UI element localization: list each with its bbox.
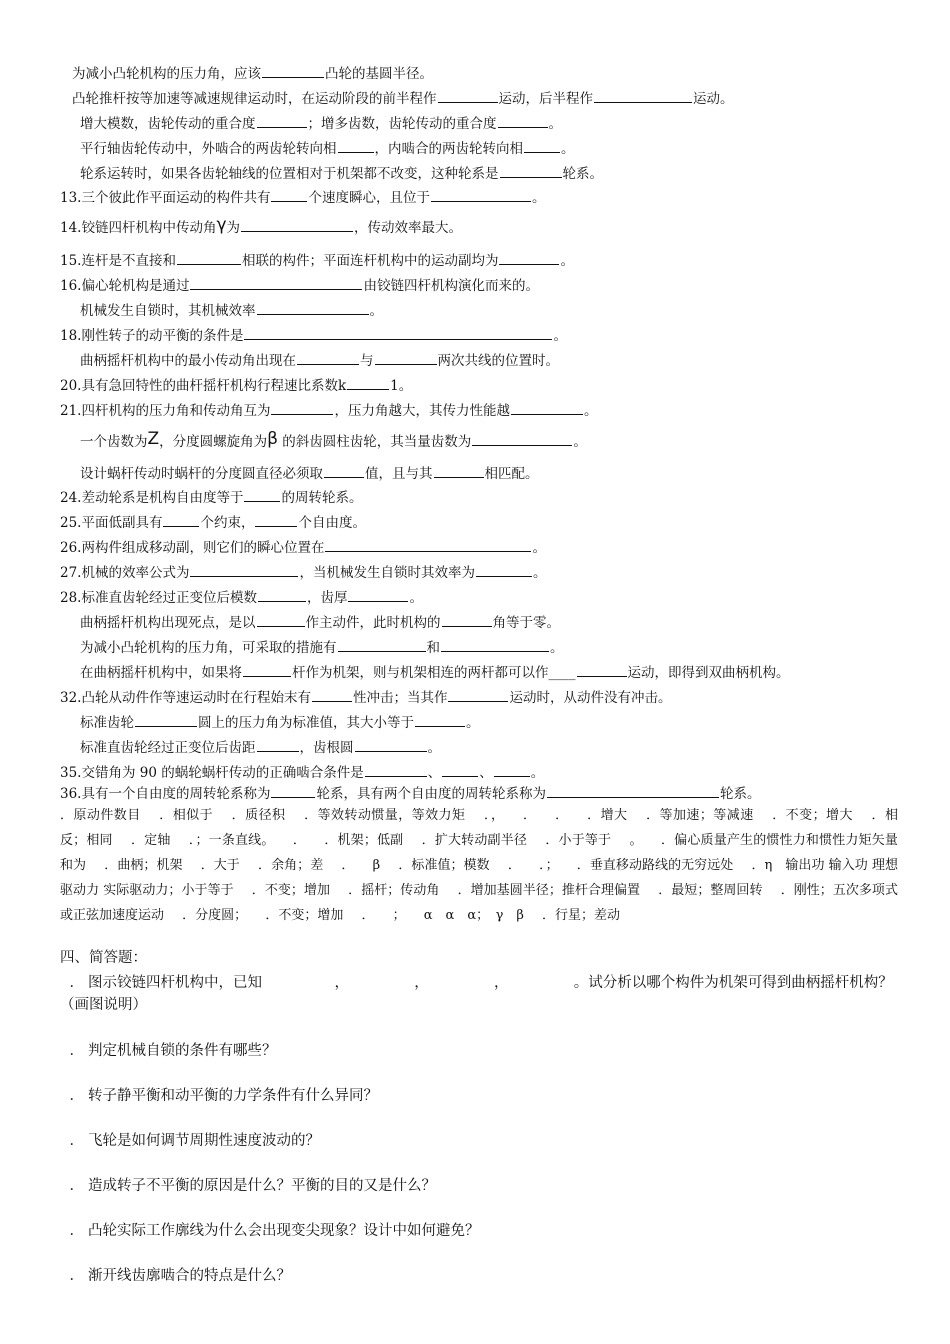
answer-blank[interactable] [476,563,532,577]
answer-key-item: ．刚性；五次多项式或正弦加速度运动 [60,883,898,923]
answer-key-item: ．质径积 [231,808,286,823]
answer-blank[interactable] [500,164,562,178]
answer-key-item: ．摇杆；传动角 [348,883,440,898]
line-text: 的周转轮系。 [281,490,363,506]
line-text: 35.交错角为 90 的蜗轮蜗杆传动的正确啮合条件是 [60,765,364,781]
question-text: 判定机械自锁的条件有哪些？ [88,1043,277,1059]
answer-blank[interactable] [255,513,297,527]
section-title: 四、简答题： [60,950,147,966]
answer-key-item: ．η 输出功 输入功 理想驱动力 实际驱动力；小于等于 [60,858,898,898]
line-text: ，当机械发生自锁时其效率为 [299,565,475,581]
answer-blank[interactable] [472,432,572,446]
answer-blank[interactable] [355,738,427,752]
answer-blank[interactable] [442,763,478,777]
answer-key-item: ．小于等于 [545,833,612,848]
answer-blank[interactable] [244,326,552,340]
question-text: 飞轮是如何调节周期性速度波动的？ [88,1133,320,1149]
answer-blank[interactable] [441,638,549,652]
line-text: 与 [360,353,374,369]
question-number: ． [69,1268,84,1284]
answer-key-item: ．；一条直线。 [188,833,275,848]
answer-blank[interactable] [594,89,692,103]
line-text: 21.四杆机构的压力角和传动角互为 [60,403,271,419]
line-text: 13.三个彼此作平面运动的构件共有 [60,190,271,206]
answer-key-item: ．不变；增大 [772,808,853,823]
fill-in-line [60,588,910,607]
fill-in-line [80,430,910,451]
short-answer-question [60,1040,898,1062]
line-text: ，压力角越大，其传力性能越 [334,403,510,419]
fill-in-line [80,164,910,183]
line-text: 运动，后半程作 [498,91,593,107]
line-text: 。 [531,190,546,206]
line-text: 运动。 [693,91,734,107]
question-text: 图示铰链四杆机构中，已知 ， ， ， 。试分析以哪个构件为机架可得到曲柄摇杆机构？（画图说明） [60,975,893,1013]
answer-key-item: ．； [539,858,559,873]
fill-in-line [80,713,910,732]
fill-in-line [80,114,910,133]
line-text: 为减小凸轮机构的压力角，可采取的措施有 [80,640,337,656]
line-text: 。 [573,434,587,450]
line-text: 机械发生自锁时，其机械效率 [80,303,256,319]
line-text: ，内啮合的两齿轮转向相 [374,141,523,157]
line-text: 轮系。 [562,166,603,182]
line-text: 1。 [390,378,413,394]
line-text: 。 [409,590,423,606]
question-number: ． [69,975,84,991]
line-text: 增大模数，齿轮传动的重合度 [80,116,256,132]
answer-key-item: ．等加速；等减速 [646,808,754,823]
fill-in-line [80,738,910,757]
line-text: 。 [427,740,441,756]
answer-blank[interactable] [297,351,359,365]
answer-blank[interactable] [338,638,426,652]
short-answer-question [60,1220,898,1242]
line-text: 和 [426,640,440,656]
answer-key-item: ． [361,908,375,923]
answer-key-item: ．垂直移动路线的无穷远处 [576,858,734,873]
answer-key-item: ．不变；增加 [265,908,344,923]
answer-blank[interactable] [257,114,307,128]
fill-in-line [80,351,910,370]
answer-key-item: ．相似于 [159,808,214,823]
answer-blank[interactable] [442,613,492,627]
answer-blank[interactable] [577,663,627,677]
answer-blank[interactable] [347,376,389,390]
answer-blank[interactable] [499,251,559,265]
line-text: 为 [226,220,241,236]
answer-blank[interactable] [324,464,364,478]
answer-key-item: ．余角；差 [258,858,324,873]
fill-in-line [60,538,910,557]
answer-blank[interactable] [494,763,530,777]
question-text: 渐开线齿廓啮合的特点是什么？ [88,1268,291,1284]
line-text: 角等于零。 [492,615,560,631]
fill-in-line [80,663,910,682]
line-text: 28.标准直齿轮经过正变位后模数 [60,590,257,606]
answer-blank[interactable] [190,563,298,577]
answer-key-item: ； [392,908,406,923]
answer-blank[interactable] [190,276,362,290]
answer-key-item: ．大于 [200,858,240,873]
answer-key-item: ．扩大转动副半径 [421,833,528,848]
answer-key-item: ． [507,858,521,873]
line-text: 值，且与其 [365,466,433,482]
question-number: ． [69,1223,84,1239]
line-text: 由铰链四杆机构演化而来的。 [363,278,539,294]
line-text: 轮系运转时，如果各齿轮轴线的位置相对于机架都不改变，这种轮系是 [80,166,499,182]
line-text: 平行轴齿轮传动中，外啮合的两齿轮转向相 [80,141,337,157]
line-text: 标准齿轮 [80,715,134,731]
answer-key-item: ． [555,808,569,823]
answer-blank[interactable] [257,738,299,752]
fill-in-line [80,638,910,657]
line-text: 运动，即得到双曲柄机构。 [627,665,790,681]
line-text: 。 [369,303,383,319]
line-text: 曲柄摇杆机构中的最小传动角出现在 [80,353,296,369]
answer-blank[interactable] [547,784,719,798]
answer-key-item: ．最短；整周回转 [658,883,763,898]
answer-key-item: ． [292,833,307,848]
fill-in-line [60,326,910,345]
line-text: 个约束， [200,515,255,531]
question-number: ． [69,1088,84,1104]
fill-in-line [80,464,910,483]
line-text: 。 [548,116,562,132]
line-text: 运动时，从动件没有冲击。 [509,690,672,706]
answer-blank[interactable] [262,64,324,78]
short-answer-question [60,1175,898,1197]
line-text: 。 [561,141,575,157]
short-answer-question [60,1265,898,1287]
answer-blank[interactable] [257,301,369,315]
fill-in-line [60,376,910,395]
answer-key-item: ．， [484,808,505,823]
line-text: 27.机械的效率公式为 [60,565,190,581]
answer-blank[interactable] [258,588,306,602]
answer-blank[interactable] [243,663,291,677]
answer-blank[interactable] [511,401,583,415]
answer-key-item: ．偏心质量产生的惯性力和惯性力矩矢量和为 [60,833,898,873]
answer-key-item: ．不变；增加 [251,883,330,898]
line-text: 16.偏心轮机构是通过 [60,278,190,294]
fill-in-line [72,64,910,83]
question-text: 转子静平衡和动平衡的力学条件有什么异同？ [88,1088,378,1104]
line-text: ，齿根圆 [299,740,354,756]
answer-blank[interactable] [177,251,241,265]
line-text: ，分度圆螺旋角为 [159,434,268,450]
line-text: 。 [532,540,546,556]
answer-key-item: ．增加基圆半径；推杆合理偏置 [457,883,641,898]
line-text: 、 [427,765,442,781]
line-text: 。 [553,328,567,344]
answer-key-item: 。 [629,833,643,848]
answer-blank[interactable] [312,688,352,702]
short-answer-question [60,972,898,1016]
fill-in-line [60,488,910,507]
fill-in-line [60,513,910,532]
line-text: 20.具有急回特性的曲杆摇杆机构行程速比系数k [60,378,347,394]
line-text: 。 [530,765,545,781]
line-text: 18.刚性转子的动平衡的条件是 [60,328,244,344]
line-text: 25.平面低副具有 [60,515,163,531]
line-text: 设计蜗杆传动时蜗杆的分度圆直径必须取 [80,466,323,482]
answer-blank[interactable] [271,401,333,415]
fill-in-line [60,216,910,237]
line-text: 标准直齿轮经过正变位后齿距 [80,740,256,756]
answer-blank[interactable] [163,513,199,527]
line-text: 。 [466,715,480,731]
answer-blank[interactable] [348,588,408,602]
line-text: 14.铰链四杆机构中传动角 [60,220,217,236]
line-text: 性冲击；当其作 [352,690,448,706]
line-text: 的斜齿圆柱齿轮，其当量齿数为 [278,434,472,450]
answer-key-item: β [372,858,381,873]
line-text: 相联的构件；平面连杆机构中的运动副均为 [241,253,499,269]
line-text: 26.两构件组成移动副，则它们的瞬心位置在 [60,540,325,556]
line-text: 32.凸轮从动件作等速运动时在行程始末有 [60,690,311,706]
line-text: 凸轮推杆按等加速等减速规律运动时，在运动阶段的前半程作 [72,91,437,107]
fill-in-line [60,401,910,420]
line-text: ；增多齿数，齿轮传动的重合度 [307,116,497,132]
answer-blank[interactable] [244,488,280,502]
fill-in-line [72,89,910,108]
short-answer-question [60,1130,898,1152]
answer-key [60,803,898,928]
answer-blank[interactable] [415,713,465,727]
line-text: 36.具有一个自由度的周转轮系称为 [60,786,271,802]
fill-in-line [80,613,910,632]
line-text: 为减小凸轮机构的压力角，应该 [72,66,261,82]
question-text: 凸轮实际工作廓线为什么会出现变尖现象？设计中如何避免？ [88,1223,480,1239]
line-text: 轮系，具有两个自由度的周转轮系称为 [316,786,546,802]
answer-blank[interactable] [448,688,508,702]
answer-key-item: ．机架；低副 [324,833,404,848]
line-text: 个自由度。 [298,515,366,531]
line-text: 两次共线的位置时。 [437,353,559,369]
line-text: 个速度瞬心，且位于 [308,190,430,206]
answer-key-item: ．相反；相同 [60,808,898,848]
answer-key-item: ．分度圆； [182,908,248,923]
answer-key-item: α α α； γ β [423,908,524,923]
answer-key-item: ．曲柄；机架 [104,858,183,873]
line-text: 。 [560,253,574,269]
line-text: 凸轮的基圆半径。 [325,66,433,82]
line-text: 。 [550,640,564,656]
math-symbol: γ [216,215,227,235]
fill-in-line [80,301,910,320]
fill-in-line [60,688,910,707]
answer-key-item: ．等效转动惯量，等效力矩 [304,808,466,823]
answer-blank[interactable] [257,613,305,627]
line-text: 杆作为机架，则与机架相连的两杆都可以作____ [292,665,576,681]
answer-blank[interactable] [524,139,560,153]
short-answer-question [60,1085,898,1107]
answer-key-item: ．行星；差动 [542,908,621,923]
line-text: 。 [583,403,598,419]
question-number: ． [69,1133,84,1149]
fill-in-line [60,784,910,803]
answer-blank[interactable] [338,139,374,153]
question-text: 造成转子不平衡的原因是什么？平衡的目的又是什么？ [88,1178,436,1194]
line-text: 相匹配。 [484,466,539,482]
answer-blank[interactable] [498,114,548,128]
answer-key-item: ． [341,858,355,873]
math-symbol: Z [147,429,160,449]
answer-key-item: ． [523,808,537,823]
line-text: 曲柄摇杆机构出现死点，是以 [80,615,256,631]
answer-key-item: ．增大 [587,808,628,823]
line-text: 作主动件，此时机构的 [305,615,441,631]
answer-blank[interactable] [375,351,437,365]
fill-in-line [60,763,910,782]
answer-key-item: ．标准值；模数 [398,858,490,873]
line-text: 圆上的压力角为标准值，其大小等于 [198,715,414,731]
line-text: 在曲柄摇杆机构中，如果将 [80,665,242,681]
line-text: ，传动效率最大。 [354,220,463,236]
answer-blank[interactable] [365,763,427,777]
fill-in-line [80,139,910,158]
line-text: 轮系。 [719,786,761,802]
fill-in-line [60,276,910,295]
answer-blank[interactable] [271,188,307,202]
fill-in-line [60,251,910,270]
answer-blank[interactable] [438,89,498,103]
question-number: ． [69,1043,84,1059]
line-text: 24.差动轮系是机构自由度等于 [60,490,244,506]
line-text: 一个齿数为 [80,434,148,450]
answer-key-item: ．原动件数目 [60,808,141,823]
question-number: ． [69,1178,84,1194]
fill-in-line [60,188,910,207]
answer-blank[interactable] [135,713,197,727]
answer-blank[interactable] [431,188,531,202]
line-text: 15.连杆是不直接和 [60,253,176,269]
answer-blank[interactable] [325,538,531,552]
answer-key-item: ．定轴 [131,833,171,848]
line-text: 、 [479,765,493,781]
answer-blank[interactable] [434,464,484,478]
math-symbol: β [267,429,279,449]
fill-in-line [60,563,910,582]
line-text: 。 [532,565,547,581]
answer-blank[interactable] [271,784,315,798]
answer-blank[interactable] [241,218,353,232]
line-text: ，齿厚 [306,590,348,606]
